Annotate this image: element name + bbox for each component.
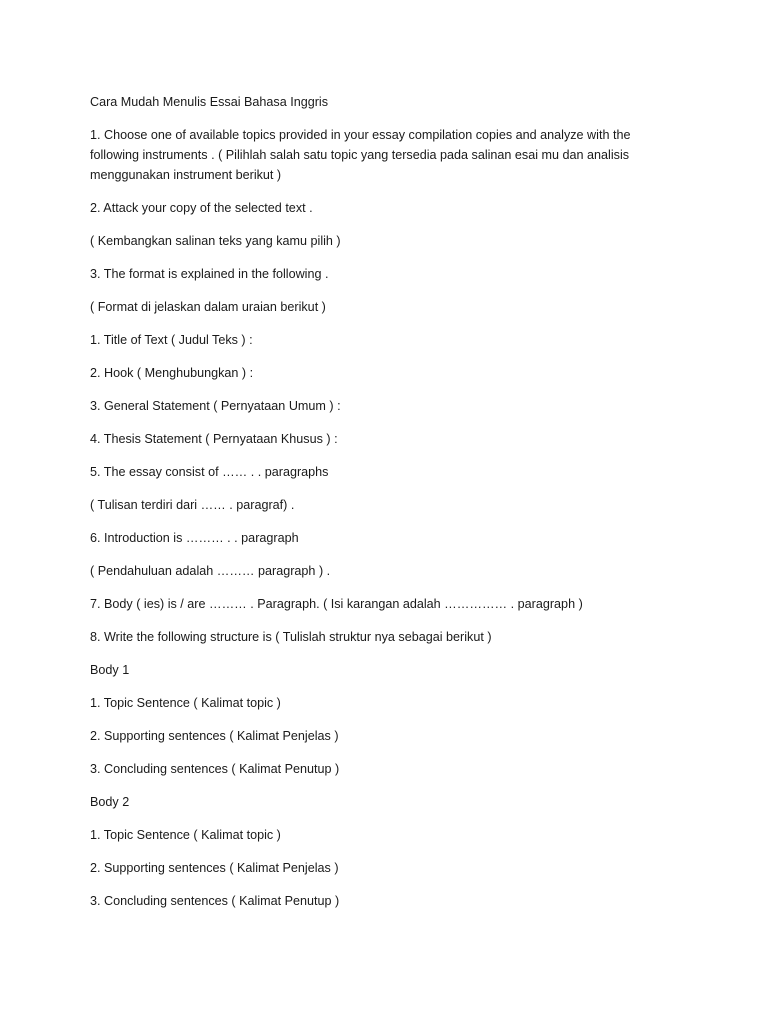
format-item-structure: 8. Write the following structure is ( Tulislah struktur nya sebagai berikut ) [90,630,492,644]
section-heading-body-2: Body 2 [90,795,130,809]
format-item-paragraph-count: 5. The essay consist of …… . . paragraphs [90,465,329,479]
body-2-concluding-sentences: 3. Concluding sentences ( Kalimat Penutup ) [90,894,340,908]
paragraph-instruction-3: 3. The format is explained in the following . [90,267,329,281]
body-1-concluding-sentences: 3. Concluding sentences ( Kalimat Penutup ) [90,762,340,776]
format-item-hook: 2. Hook ( Menghubungkan ) : [90,366,254,380]
paragraph-instruction-3-translation: ( Format di jelaskan dalam uraian berikut ) [90,300,326,314]
format-item-paragraph-count-translation: ( Tulisan terdiri dari …… . paragraf) . [90,498,295,512]
document-title: Cara Mudah Menulis Essai Bahasa Inggris [90,95,329,109]
body-1-supporting-sentences: 2. Supporting sentences ( Kalimat Penjelas ) [90,729,339,743]
paragraph-instruction-2: 2. Attack your copy of the selected text . [90,201,313,215]
body-1-topic-sentence: 1. Topic Sentence ( Kalimat topic ) [90,696,281,710]
document-page [90,92,650,924]
format-item-general-statement: 3. General Statement ( Pernyataan Umum ) : [90,399,341,413]
format-item-introduction-translation: ( Pendahuluan adalah ……… paragraph ) . [90,564,331,578]
paragraph-instruction-1: 1. Choose one of available topics provided in your essay compilation copies and analyze with the following instruments . ( Pilihlah salah satu topic yang tersedia pada salinan esai mu dan analisis menggunakan instrument berikut ) [90,128,631,182]
paragraph-instruction-2-translation: ( Kembangkan salinan teks yang kamu pilih ) [90,234,341,248]
format-item-title: 1. Title of Text ( Judul Teks ) : [90,333,253,347]
format-item-body: 7. Body ( ies) is / are ……… . Paragraph. ( Isi karangan adalah …………… . paragraph ) [90,597,583,611]
body-2-supporting-sentences: 2. Supporting sentences ( Kalimat Penjelas ) [90,861,339,875]
format-item-introduction: 6. Introduction is ……… . . paragraph [90,531,299,545]
format-item-thesis-statement: 4. Thesis Statement ( Pernyataan Khusus ) : [90,432,338,446]
section-heading-body-1: Body 1 [90,663,130,677]
body-2-topic-sentence: 1. Topic Sentence ( Kalimat topic ) [90,828,281,842]
